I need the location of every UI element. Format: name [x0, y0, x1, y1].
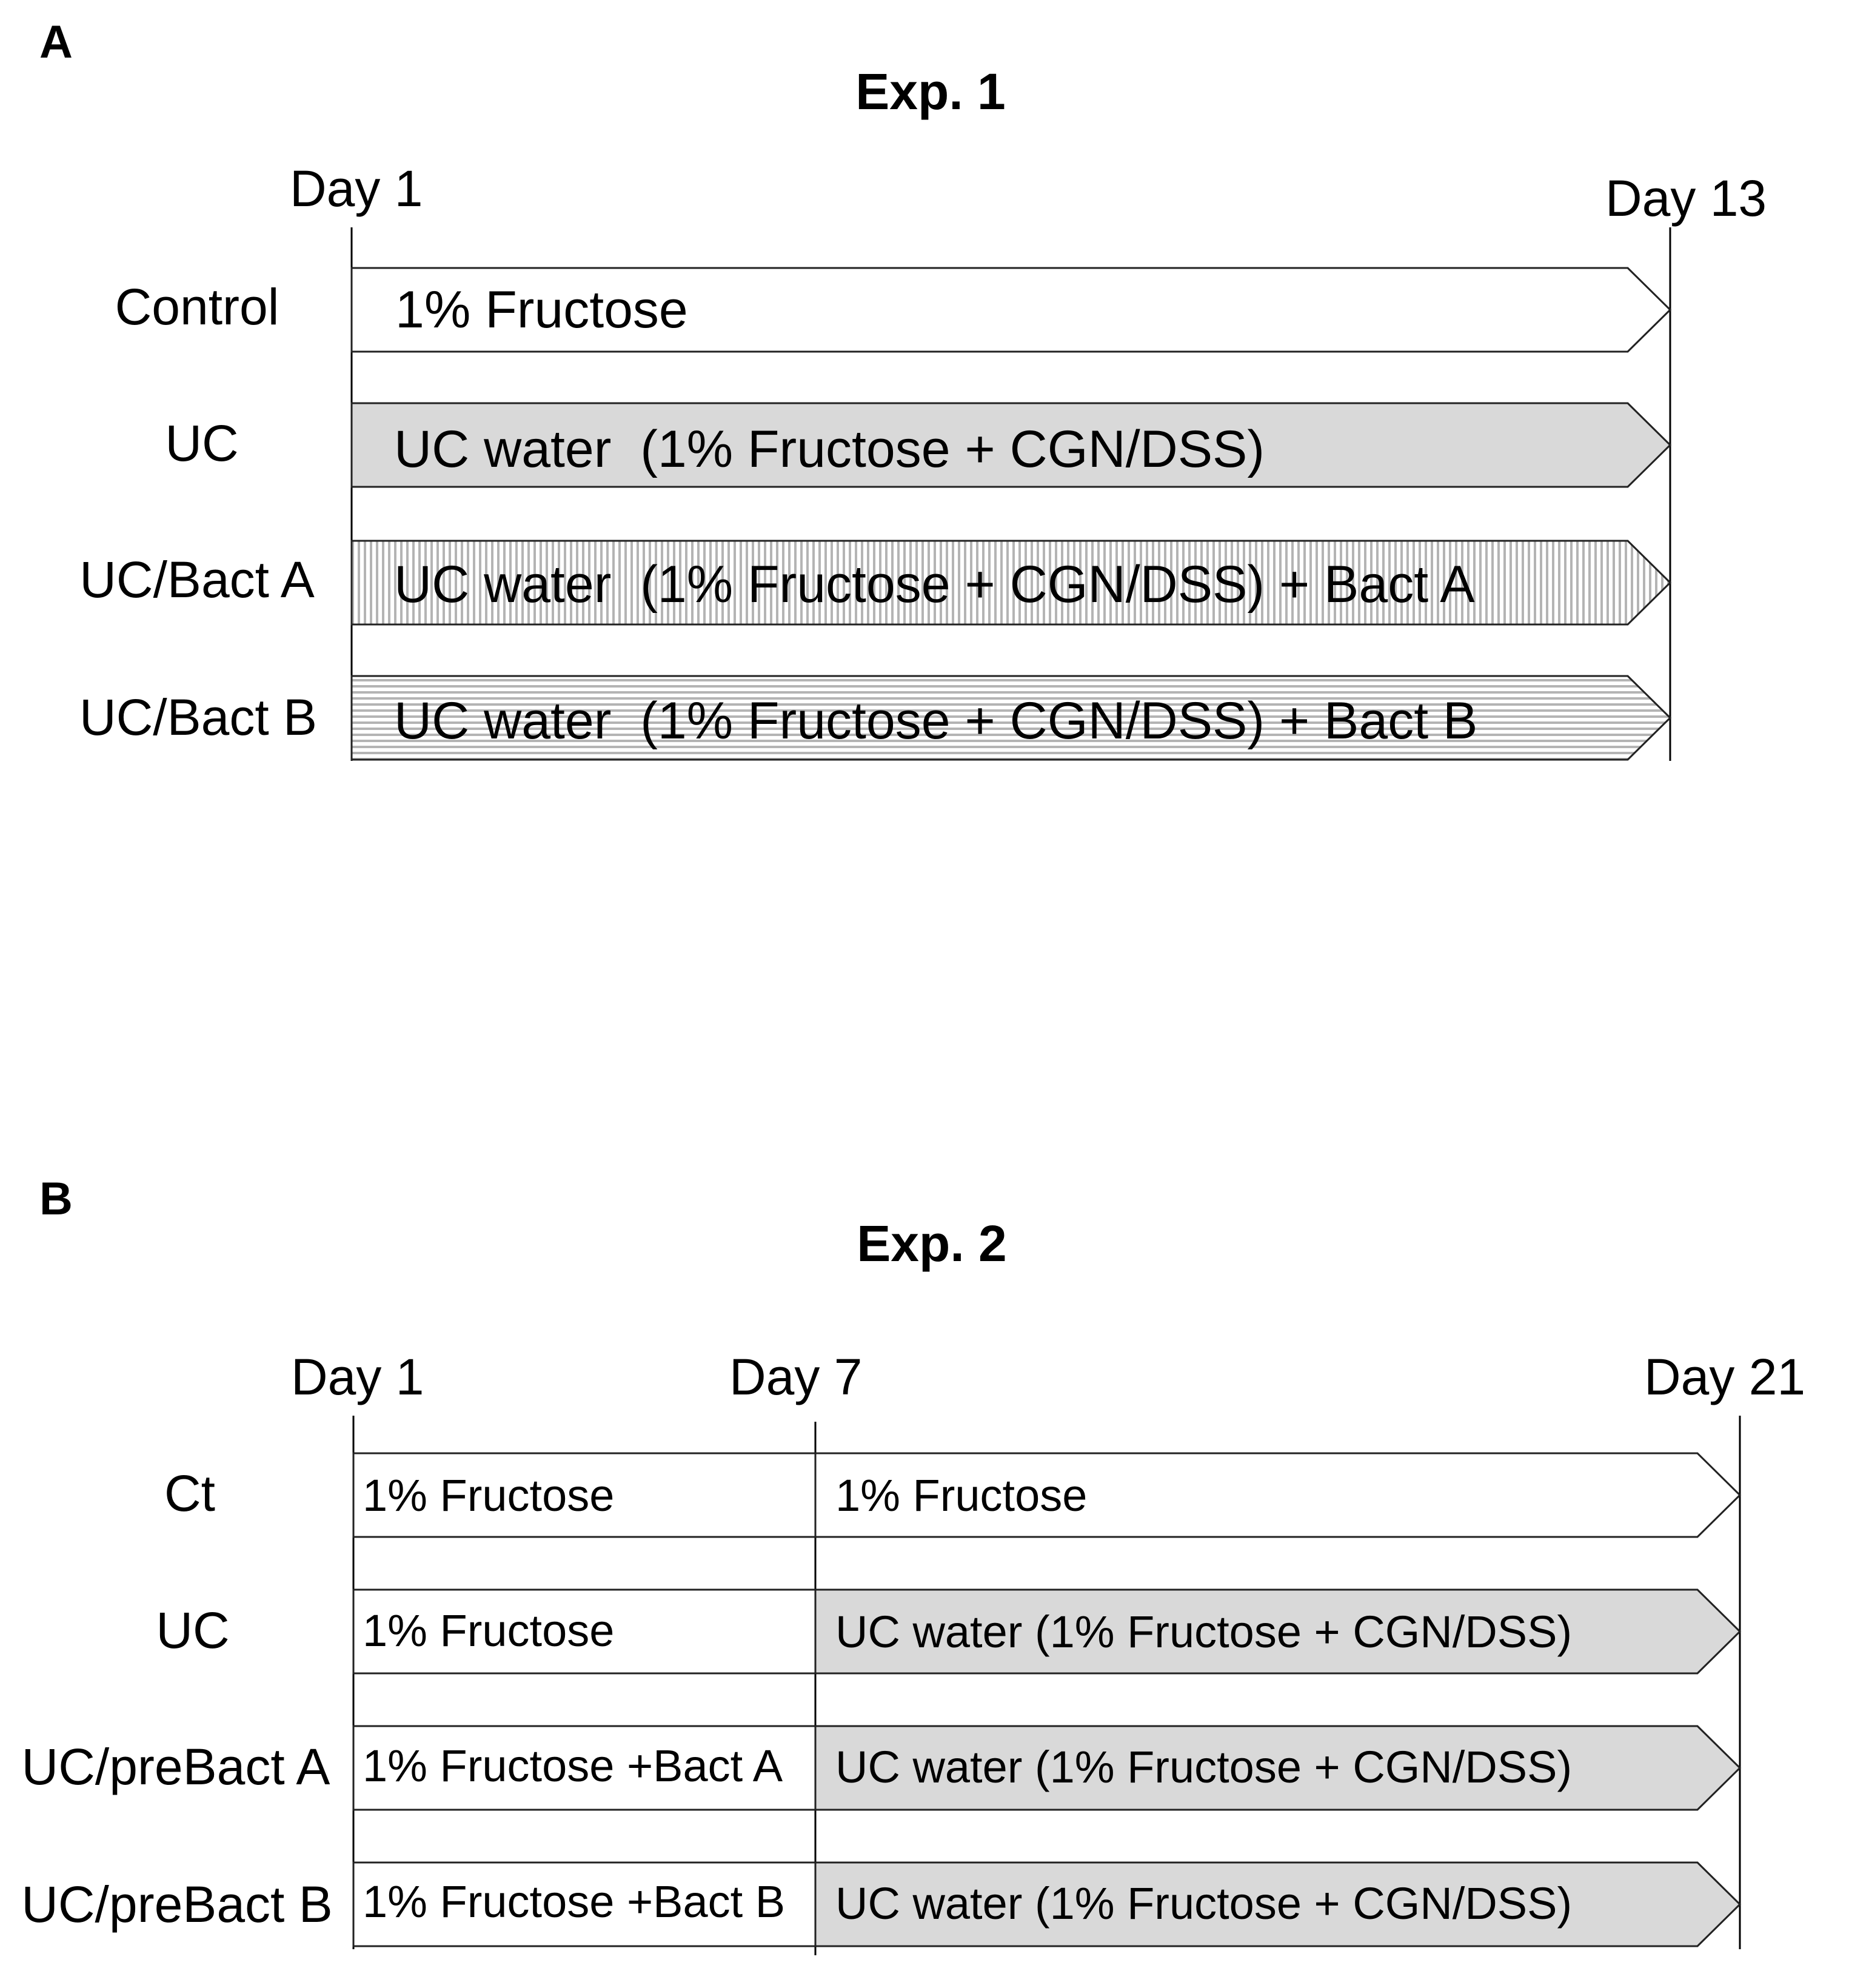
panel-b-pre-label: 1% Fructose: [363, 1605, 615, 1656]
panel-b-day-start: Day 1: [291, 1348, 424, 1405]
panel-b-day-end: Day 21: [1644, 1348, 1806, 1405]
panel-b-post-label: 1% Fructose: [835, 1470, 1088, 1521]
panel-a-day-start: Day 1: [290, 160, 423, 217]
panel-b: [21, 1173, 1805, 1955]
panel-b-pre-label: 1% Fructose: [363, 1470, 615, 1521]
panel-b-post-label: UC water (1% Fructose + CGN/DSS): [835, 1607, 1573, 1657]
panel-b-group-label: UC: [156, 1602, 230, 1659]
panel-b-group-label: Ct: [164, 1465, 215, 1522]
panel-b-post-label: UC water (1% Fructose + CGN/DSS): [835, 1742, 1573, 1792]
panel-b-post-label: UC water (1% Fructose + CGN/DSS): [835, 1878, 1573, 1929]
panel-a-title: Exp. 1: [855, 63, 1006, 120]
panel-a: [39, 16, 1767, 761]
panel-b-title: Exp. 2: [857, 1215, 1007, 1272]
panel-a-letter: A: [39, 16, 73, 68]
panel-a-bar-label: UC water (1% Fructose + CGN/DSS) + Bact A: [394, 555, 1475, 614]
panel-a-bar-label: UC water (1% Fructose + CGN/DSS) + Bact B: [394, 692, 1478, 750]
panel-a-day-end: Day 13: [1605, 170, 1767, 227]
panel-b-letter: B: [39, 1173, 73, 1225]
panel-b-pre-label: 1% Fructose +Bact A: [363, 1741, 783, 1791]
panel-a-group-label: UC: [165, 415, 239, 472]
panel-a-bar-label: UC water (1% Fructose + CGN/DSS): [394, 420, 1265, 478]
panel-b-pre-label: 1% Fructose +Bact B: [363, 1876, 786, 1927]
panel-a-group-label: UC/Bact B: [79, 689, 318, 746]
panel-a-group-label: Control: [115, 278, 279, 335]
panel-b-day-mid: Day 7: [729, 1348, 863, 1405]
panel-b-group-label: UC/preBact A: [21, 1738, 330, 1795]
panel-a-bar-label: 1% Fructose: [395, 281, 688, 339]
panel-b-group-label: UC/preBact B: [21, 1876, 333, 1933]
panel-a-group-label: UC/Bact A: [79, 551, 315, 608]
